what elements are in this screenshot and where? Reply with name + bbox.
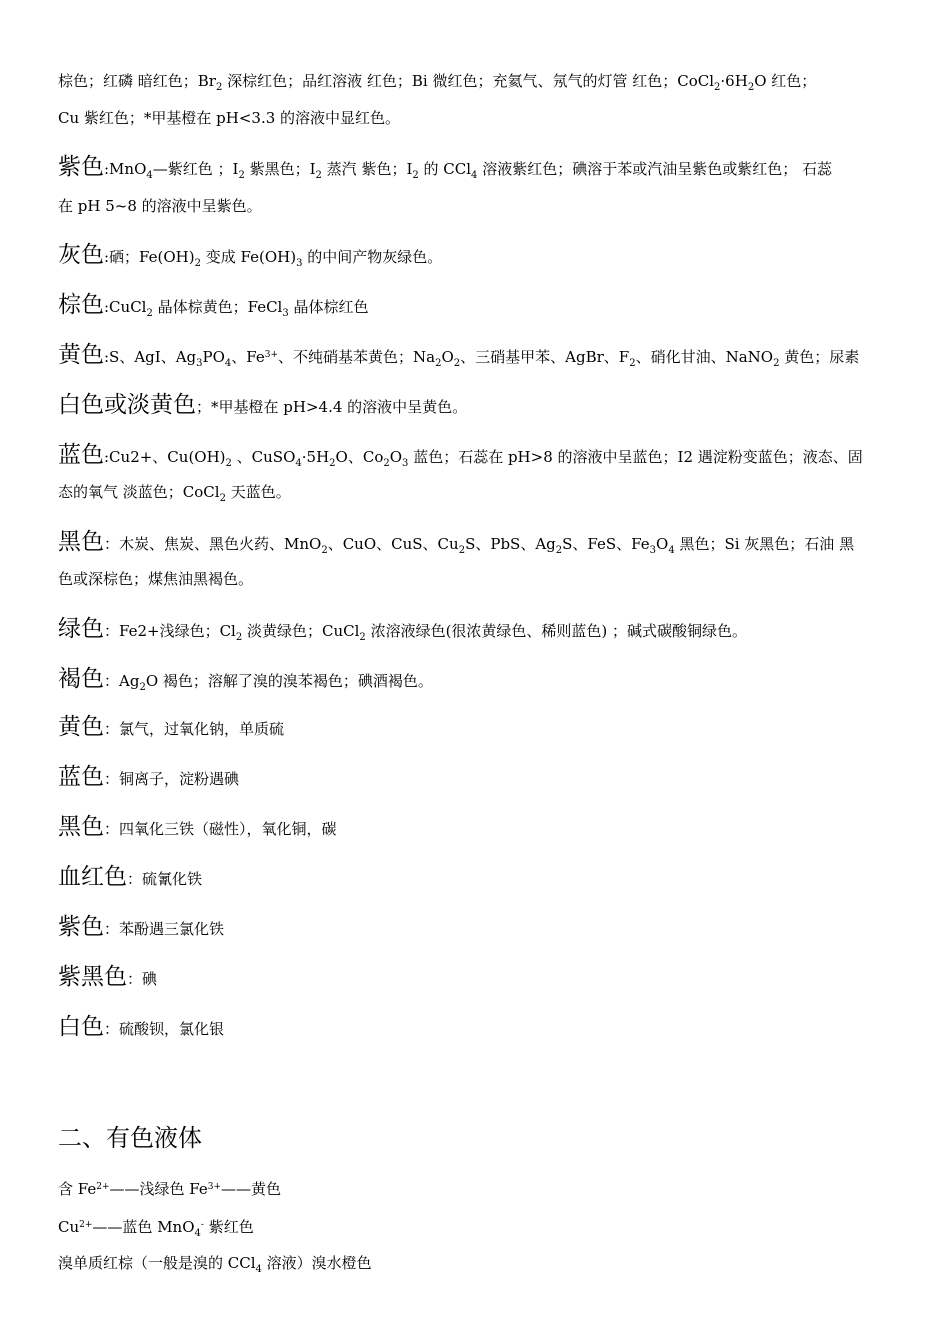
- text-run: ·6H: [720, 72, 748, 90]
- text-run: 紫红色: [203, 1218, 254, 1236]
- text-line: [58, 862, 892, 894]
- text-line: [58, 108, 892, 128]
- text-run: 色或深棕色；煤焦油黑褐色。: [58, 570, 254, 588]
- text-run: ：铜离子，淀粉遇碘: [104, 770, 240, 788]
- subscript: 2: [383, 458, 390, 469]
- text-run: S、FeS、Fe: [562, 535, 650, 553]
- text-line: [58, 569, 892, 589]
- subscript: 2: [139, 682, 146, 693]
- color-heading: 黄色: [58, 342, 104, 368]
- superscript: 3+: [264, 350, 279, 360]
- text-run: ：硫酸钡，氯化银: [104, 1020, 225, 1038]
- text-run: ：苯酚遇三氯化铁: [104, 920, 225, 938]
- subscript: 2: [773, 358, 780, 369]
- superscript: 2+: [96, 1182, 110, 1192]
- text-run: ；*甲基橙在 pH>4.4 的溶液中呈黄色。: [196, 398, 468, 416]
- subscript: 3: [282, 308, 289, 319]
- text-line: [58, 340, 892, 372]
- text-line: [58, 1012, 892, 1044]
- subscript: 4: [471, 170, 478, 181]
- subscript: 2: [146, 308, 153, 319]
- color-heading: 蓝色: [58, 764, 104, 790]
- text-line: [58, 440, 892, 472]
- text-line: [58, 527, 892, 559]
- text-run: :MnO: [104, 160, 147, 178]
- subscript: 2: [315, 170, 322, 181]
- text-run: ：Fe2+浅绿色；Cl: [104, 622, 236, 640]
- text-run: —紫红色 ；I: [152, 160, 239, 178]
- color-heading: 紫色: [58, 154, 104, 180]
- text-run: ：Ag: [104, 672, 140, 690]
- text-run: 溴单质红棕（一般是溴的 CCl: [58, 1254, 256, 1272]
- liquid-line: [58, 1179, 892, 1199]
- text-run: 含 Fe: [58, 1180, 97, 1198]
- subscript: 4: [295, 458, 302, 469]
- text-run: PO: [202, 348, 225, 366]
- text-run: 的中间产物灰绿色。: [302, 248, 443, 266]
- subscript: 2: [714, 82, 721, 93]
- text-run: 、三硝基甲苯、AgBr、F: [460, 348, 630, 366]
- text-run: 黑色；Si 灰黑色；石油 黑: [674, 535, 855, 553]
- text-run: O 红色；: [754, 72, 817, 90]
- text-line: [58, 71, 892, 91]
- subscript: 4: [224, 358, 232, 369]
- text-run: Cu: [58, 1218, 80, 1236]
- subscript: 2: [225, 458, 232, 469]
- text-run: 棕色；红磷 暗红色；Br: [58, 72, 216, 90]
- subscript: 2: [321, 545, 328, 556]
- text-line: [58, 152, 892, 184]
- text-line: [58, 762, 892, 794]
- text-run: 溶液）溴水橙色: [261, 1254, 372, 1272]
- superscript: 3+: [207, 1182, 222, 1192]
- text-line: [58, 390, 892, 422]
- text-line: [58, 962, 892, 994]
- text-run: ——浅绿色 Fe: [109, 1180, 208, 1198]
- text-line: [58, 812, 892, 844]
- text-run: ——黄色: [221, 1180, 282, 1198]
- text-line: [58, 712, 892, 744]
- text-run: O、Co: [335, 448, 384, 466]
- superscript: 2+: [79, 1220, 93, 1230]
- subscript: 2: [215, 82, 223, 93]
- section-title: 二、有色液体: [58, 1124, 202, 1152]
- color-heading: 褐色: [58, 666, 104, 692]
- text-run: Cu 紫红色；*甲基橙在 pH<3.3 的溶液中显红色。: [58, 109, 401, 127]
- subscript: 2: [359, 632, 366, 643]
- text-run: 蓝色；石蕊在 pH>8 的溶液中呈蓝色；I2 遇淀粉变蓝色；液态、固: [408, 448, 863, 466]
- text-run: 黄色；尿素: [779, 348, 860, 366]
- color-heading: 紫黑色: [58, 964, 127, 990]
- text-run: ·5H: [301, 448, 330, 466]
- subscript: 3: [296, 258, 303, 269]
- subscript: 2: [238, 170, 245, 181]
- subscript: 2: [458, 545, 466, 556]
- text-run: 蒸汽 紫色；I: [321, 160, 413, 178]
- subscript: 3: [402, 458, 409, 469]
- text-run: O: [656, 535, 669, 553]
- superscript: -: [200, 1220, 204, 1230]
- color-heading: 黑色: [58, 814, 104, 840]
- subscript: 4: [255, 1264, 262, 1275]
- text-run: O: [389, 448, 403, 466]
- text-run: 的 CCl: [418, 160, 472, 178]
- color-heading: 绿色: [58, 616, 104, 642]
- text-run: 、不纯硝基苯黄色；Na: [278, 348, 436, 366]
- text-run: ：四氧化三铁（磁性），氧化铜，碳: [104, 820, 337, 838]
- text-line: [58, 614, 892, 646]
- subscript: 2: [453, 358, 461, 369]
- subscript: 2: [329, 458, 336, 469]
- text-run: O: [441, 348, 454, 366]
- text-run: 变成 Fe(OH): [200, 248, 297, 266]
- color-heading: 黑色: [58, 529, 104, 555]
- text-run: 深棕红色；品红溶液 红色；Bi 微红色；充氦气、氖气的灯管 红色；CoCl: [222, 72, 715, 90]
- subscript: 2: [235, 632, 243, 643]
- subscript: 2: [747, 82, 755, 93]
- text-line: [58, 240, 892, 272]
- text-run: 、硝化甘油、NaNO: [635, 348, 774, 366]
- subscript: 3: [196, 358, 203, 369]
- color-heading: 血红色: [58, 864, 127, 890]
- text-run: ：硫氰化铁: [127, 870, 203, 888]
- subscript: 2: [555, 545, 563, 556]
- text-run: 浓溶液绿色(很浓黄绿色、稀则蓝色) ；碱式碳酸铜绿色。: [365, 622, 748, 640]
- subscript: 2: [435, 358, 442, 369]
- color-heading: 紫色: [58, 914, 104, 940]
- text-run: S、PbS、Ag: [465, 535, 556, 553]
- subscript: 3: [649, 545, 656, 556]
- text-run: :S、AgI、Ag: [104, 348, 197, 366]
- text-run: ：氯气，过氧化钠，单质硫: [104, 720, 285, 738]
- text-run: :Cu2+、Cu(OH): [104, 448, 226, 466]
- subscript: 4: [146, 170, 153, 181]
- color-heading: 白色: [58, 1014, 104, 1040]
- text-run: :CuCl: [104, 298, 147, 316]
- text-run: 、Fe: [231, 348, 265, 366]
- text-run: 晶体棕黄色；FeCl: [152, 298, 283, 316]
- color-heading: 黄色: [58, 714, 104, 740]
- color-heading: 白色或淡黄色: [58, 392, 196, 418]
- text-line: [58, 290, 892, 322]
- subscript: 2: [629, 358, 636, 369]
- text-run: 晶体棕红色: [288, 298, 369, 316]
- text-run: 、CuO、CuS、Cu: [327, 535, 459, 553]
- text-run: 在 pH 5~8 的溶液中呈紫色。: [58, 197, 262, 215]
- subscript: 4: [194, 1228, 201, 1239]
- text-run: O 褐色；溶解了溴的溴苯褐色；碘酒褐色。: [145, 672, 433, 690]
- text-run: 溶液紫红色；碘溶于苯或汽油呈紫色或紫红色； 石蕊: [477, 160, 832, 178]
- text-run: 、CuSO: [231, 448, 296, 466]
- text-run: 淡黄绿色；CuCl: [242, 622, 360, 640]
- color-heading: 灰色: [58, 242, 104, 268]
- color-heading: 蓝色: [58, 442, 104, 468]
- text-run: ：碘: [127, 970, 158, 988]
- text-line: [58, 664, 892, 696]
- subscript: 2: [194, 258, 201, 269]
- text-run: 态的氧气 淡蓝色；CoCl: [58, 483, 220, 501]
- text-run: ——蓝色 MnO: [92, 1218, 195, 1236]
- text-run: 紫黑色；I: [244, 160, 316, 178]
- text-line: [58, 482, 892, 502]
- subscript: 4: [668, 545, 675, 556]
- color-heading: 棕色: [58, 292, 104, 318]
- subscript: 2: [219, 493, 226, 504]
- text-run: :硒；Fe(OH): [104, 248, 195, 266]
- liquid-line: [58, 1253, 892, 1273]
- liquid-line: [58, 1217, 892, 1237]
- text-run: ：木炭、焦炭、黑色火药、MnO: [104, 535, 322, 553]
- text-line: [58, 912, 892, 944]
- text-line: [58, 196, 892, 216]
- text-run: 天蓝色。: [225, 483, 291, 501]
- subscript: 2: [412, 170, 419, 181]
